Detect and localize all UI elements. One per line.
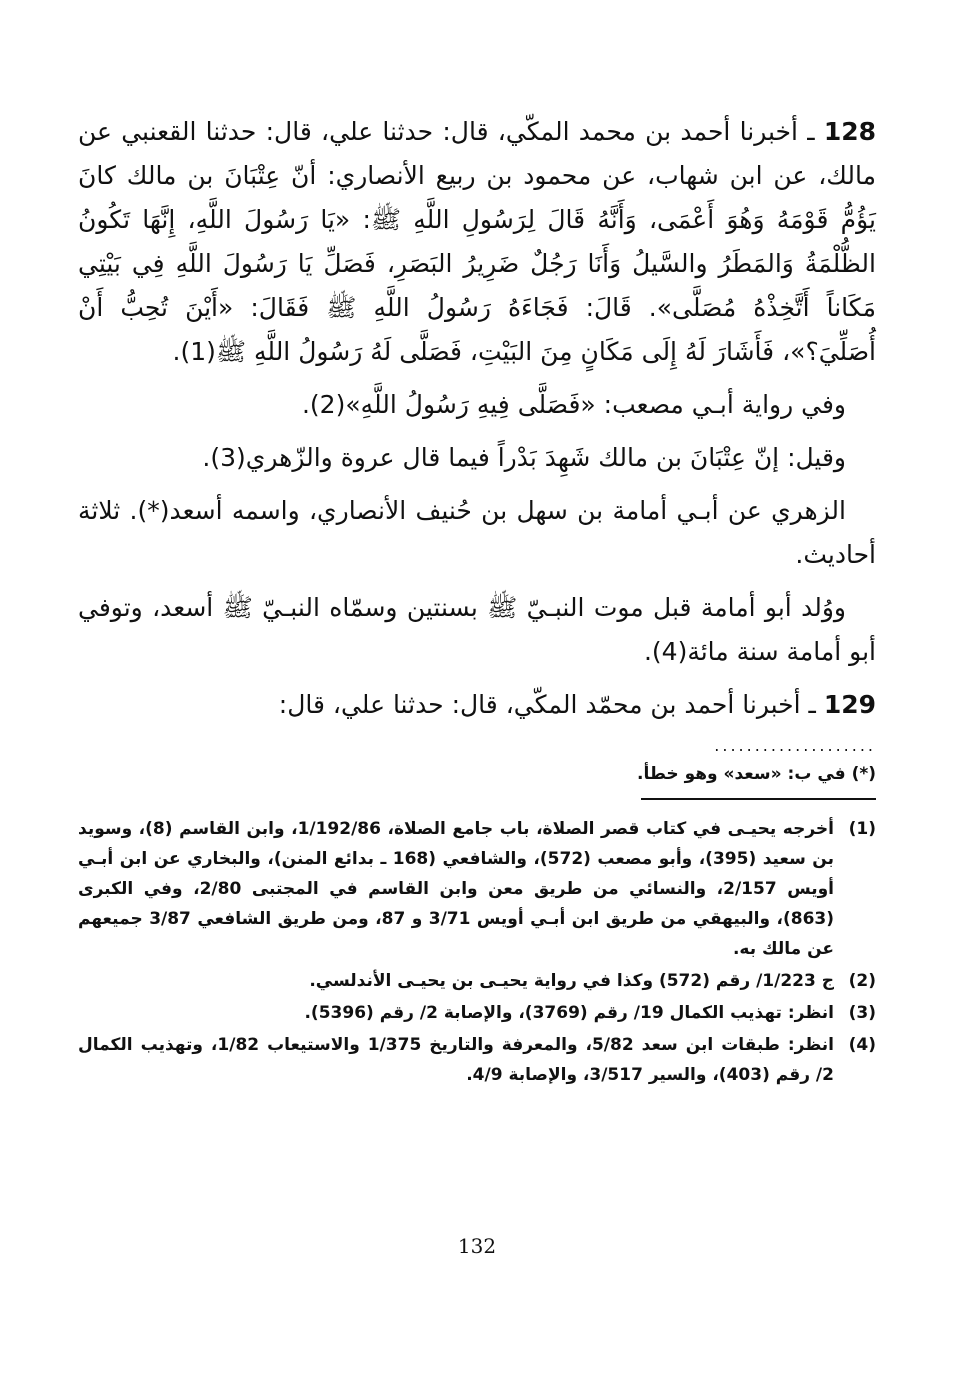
paragraph-text: الزهري عن أبـي أمامة بن سهل بن حُنيف الأنصاري، واسمه أسعد(*). ثلاثة أحاديث. xyxy=(78,496,876,569)
paragraph-zuhri xyxy=(78,489,876,577)
paragraph-wulid xyxy=(78,586,876,674)
footnote-4 xyxy=(78,1030,876,1090)
paragraph-text: وفي رواية أبـي مصعب: «فَصَلَّى فِيهِ رَسُولُ اللَّهِ»(2). xyxy=(301,390,846,419)
footnote-number: (2) xyxy=(848,971,876,991)
footnote-text: أخرجه يحيـى في كتاب قصر الصلاة، باب جامع الصلاة، 1/192/86، وابن القاسم (8)، وسويد بن سعيد (395)، وأبو مصعب (572)، والشافعي (168 ـ بدائع المنن)، والبخاري عن ابن أبـي أويس 2/157، والنسائي من طريق معن وابن القاسم في المجتبى 2/80، وفي الكبرى (863)، والبيهقي من طريق ابن أبـي أويس 3/71 و 87، ومن طريق الشافعي 3/87 جميعهم عن مالك به. xyxy=(78,819,835,959)
hadith-number: 128 xyxy=(823,117,876,146)
footnotes xyxy=(78,814,876,1090)
footnote-text: ج 1/223/ رقم (572) وكذا في رواية يحيـى بن يحيـى الأندلسي. xyxy=(309,971,834,991)
footnote-2 xyxy=(78,966,876,996)
footnote-divider xyxy=(641,798,876,800)
paragraph-text: ـ أخبرنا أحمد بن محمّد المكّي، قال: حدثنا علي، قال: xyxy=(278,690,824,719)
paragraph-129 xyxy=(78,683,876,727)
paragraph-128 xyxy=(78,110,876,374)
footnote-1 xyxy=(78,814,876,964)
paragraph-text: ـ أخبرنا أحمد بن محمد المكّي، قال: حدثنا علي، قال: حدثنا القعنبي عن مالك، عن ابن شهاب، عن محمود بن ربيع الأنصاري: أنّ عِتْبَانَ بن مالك كانَ يَؤُمُّ قَوْمَهُ وَهُوَ أَعْمَى، وَأَنَّهُ قَالَ لِرَسُولِ اللَّهِ ﷺ: «يَا رَسُولَ اللَّهِ، إِنَّهَا تَكُونُ الظُّلْمَةُ وَالمَطَرُ والسَّيلُ وَأَنَا رَجُلٌ ضَرِيرُ البَصَرِ، فَصَلِّ يَا رَسُولَ اللَّهِ فِي بَيْتِي مَكَاناً أَتَّخِذْهُ مُصَلَّى». قَالَ: فَجَاءَهُ رَسُولُ اللَّهِ ﷺ فَقَالَ: «أَيْنَ تُحِبُّ أَنْ أُصَلِّيَ؟»، فَأَشَارَ لَهُ إِلَى مَكَانٍ مِنَ البَيْتِ، فَصَلَّى لَهُ رَسُولُ اللَّهِ ﷺ(1). xyxy=(78,117,876,366)
paragraph-qila xyxy=(78,436,876,480)
editor-note: (*) في ب: «سعد» وهو خطأ. xyxy=(637,764,876,784)
main-text xyxy=(78,110,876,727)
footnote-text: انظر: طبقات ابن سعد 5/82، والمعرفة والتاريخ 1/375 والاستيعاب 1/82، وتهذيب الكمال 2/ رقم (403)، والسير 3/517، والإصابة 4/9. xyxy=(78,1035,834,1085)
hadith-number: 129 xyxy=(823,690,876,719)
paragraph-text: ووُلد أبو أمامة قبل موت النبـيّ ﷺ بسنتين وسمّاه النبـيّ ﷺ أسعد، وتوفي أبو أمامة سنة مائة(4). xyxy=(78,593,876,666)
footnote-number: (4) xyxy=(848,1035,876,1055)
footnote-number: (3) xyxy=(848,1003,876,1023)
footnote-number: (1) xyxy=(848,819,876,839)
footnote-3 xyxy=(78,998,876,1028)
page-content xyxy=(78,110,876,1092)
footnote-text: انظر: تهذيب الكمال 19/ رقم (3769)، والإصابة 2/ رقم (5396). xyxy=(304,1003,834,1023)
page-number: 132 xyxy=(457,1234,497,1258)
paragraph-riwaya xyxy=(78,383,876,427)
paragraph-text: وقيل: إنّ عِتْبَانَ بن مالك شَهِدَ بَدْراً فيما قال عروة والزّهري(3). xyxy=(202,443,846,472)
continuation-dots: .................... xyxy=(714,736,876,755)
